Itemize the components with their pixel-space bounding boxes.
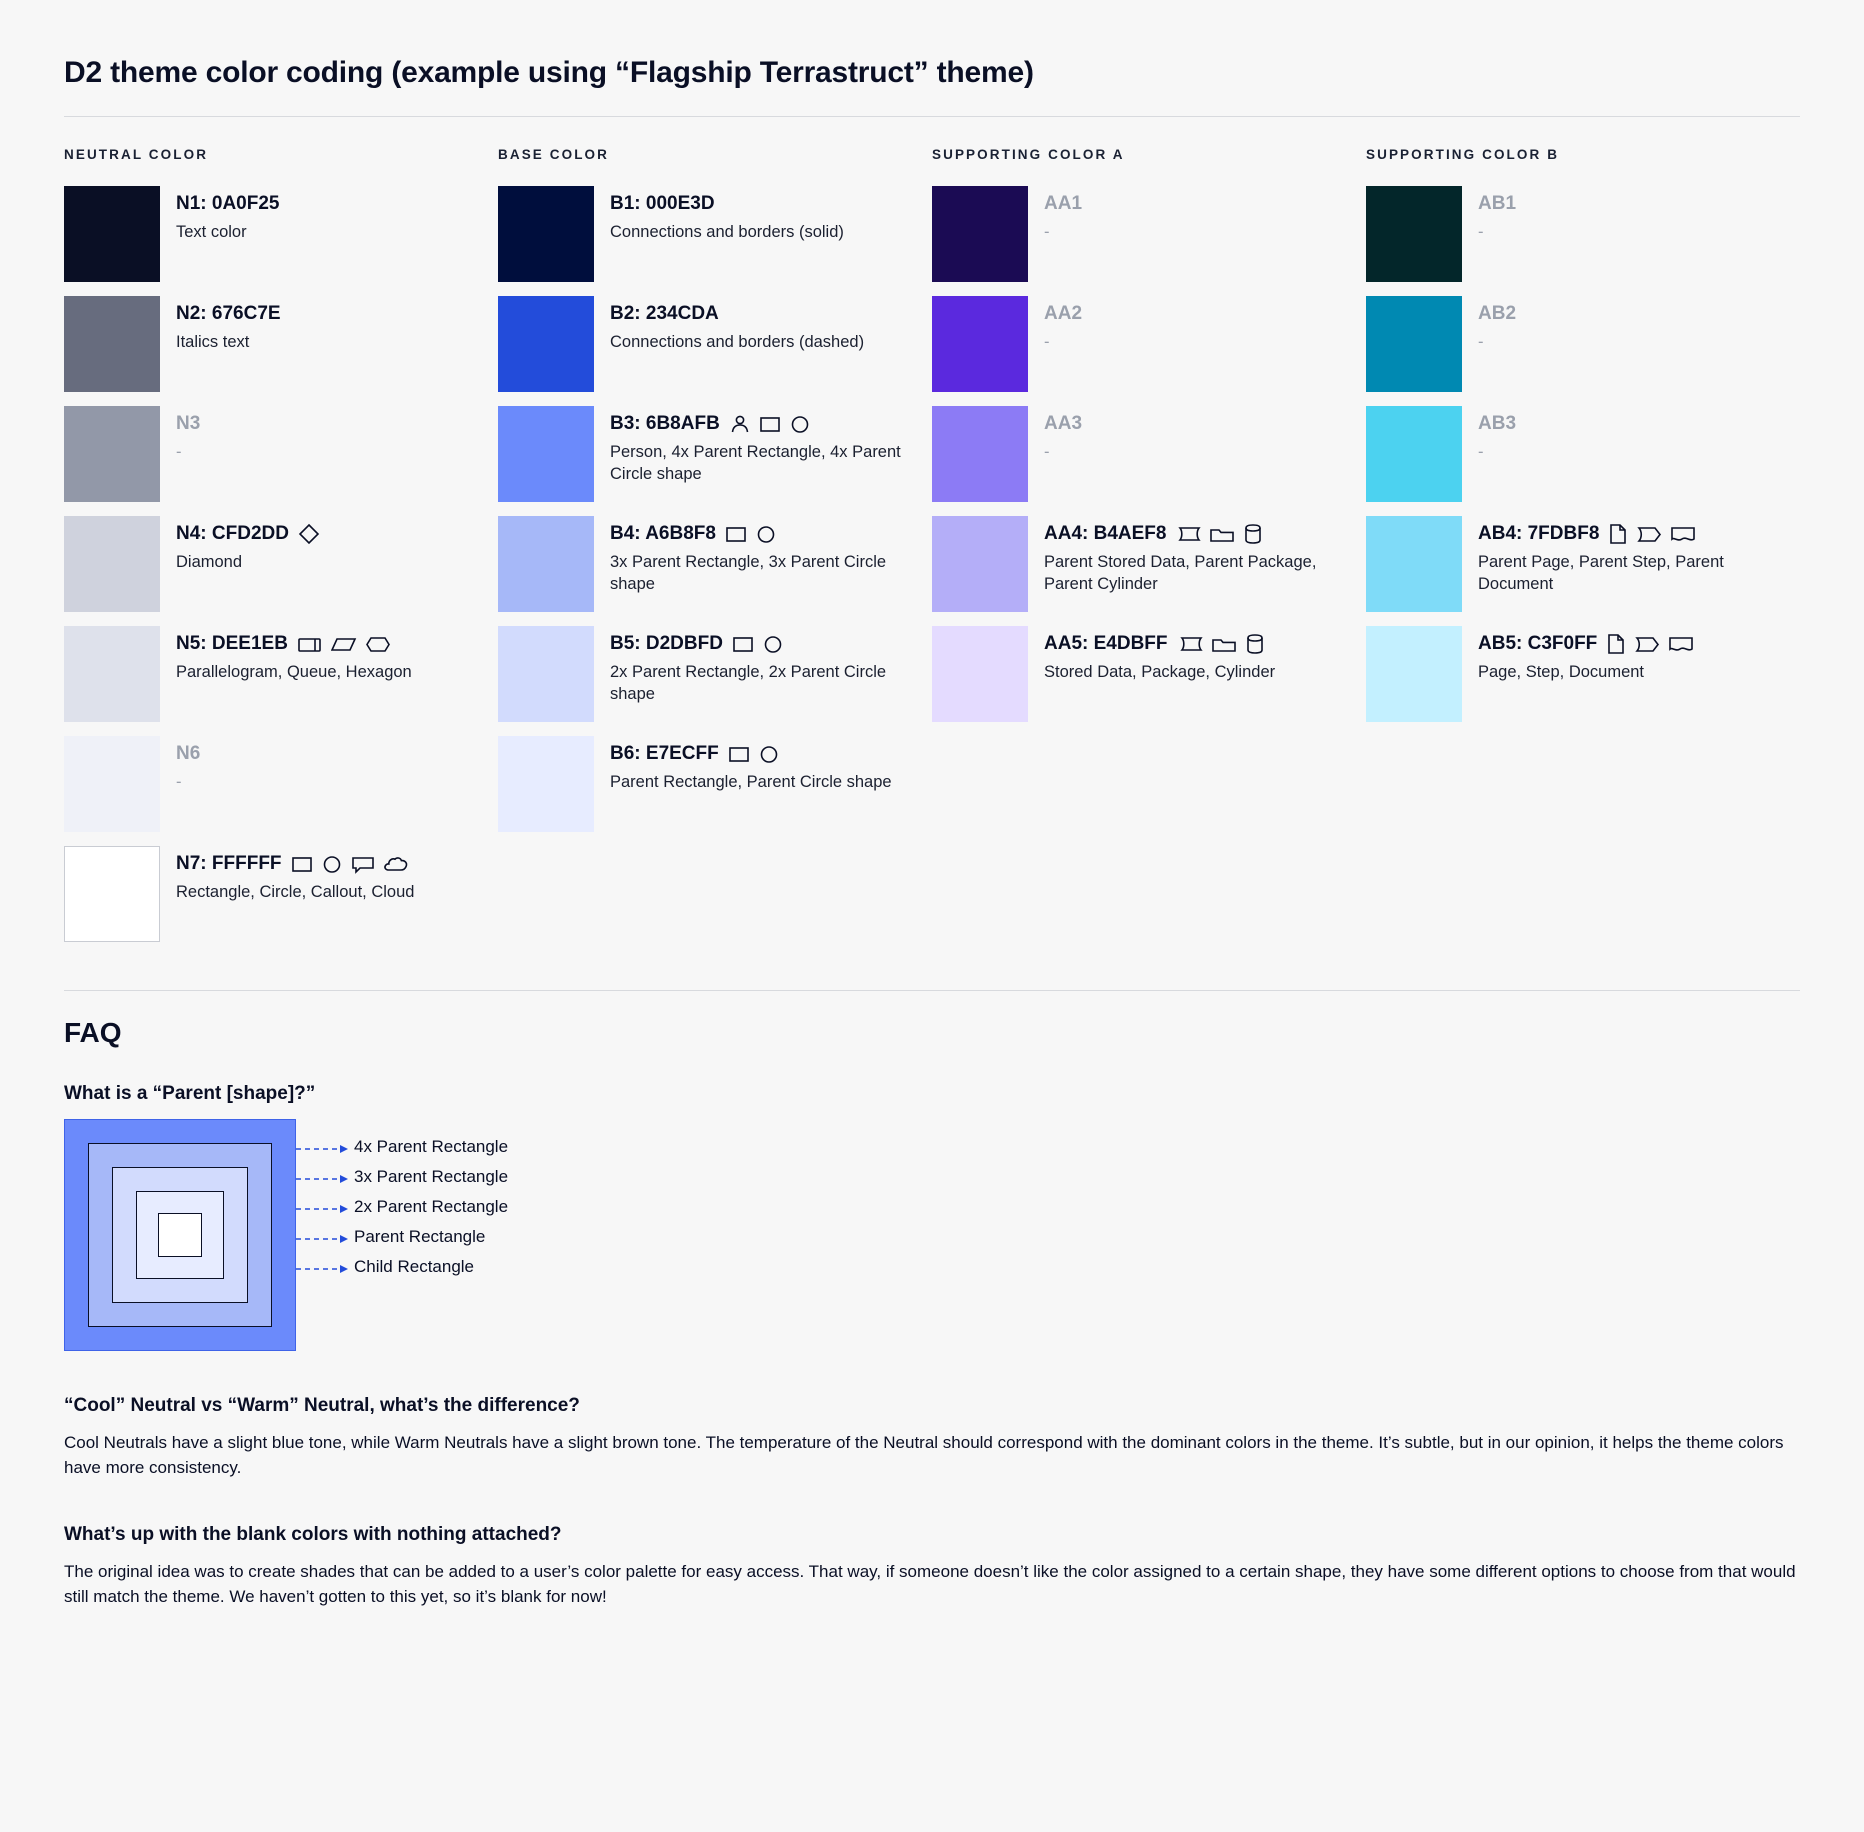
color-swatch-label: B6: E7ECFF: [610, 743, 719, 764]
color-swatch-row: [64, 626, 470, 722]
color-swatch-name: [1044, 523, 1338, 545]
color-column-heading: SUPPORTING COLOR A: [932, 147, 1125, 162]
page-icon: [1606, 633, 1626, 655]
color-swatch-name: [176, 413, 200, 435]
nested-rectangles: [64, 1119, 296, 1351]
color-swatch-row: [498, 516, 904, 612]
color-swatch-body: [176, 626, 412, 684]
shape-icon-group: [1175, 523, 1263, 545]
color-swatch-description: Stored Data, Package, Cylinder: [1044, 663, 1276, 681]
color-swatch-name: [1478, 193, 1516, 215]
circle-icon: [321, 854, 343, 874]
color-swatch-name: [1478, 303, 1516, 325]
document-icon: [1670, 524, 1696, 544]
nest-label: Parent Rectangle: [354, 1227, 486, 1246]
color-swatch-description: -: [1044, 332, 1050, 351]
color-swatch-label: AA5: E4DBFF: [1044, 633, 1168, 655]
nested-rectangle-level-4: [158, 1213, 202, 1257]
color-swatch-description: Parallelogram, Queue, Hexagon: [176, 662, 412, 681]
color-swatch-description: Parent Page, Parent Step, Parent Document: [1478, 553, 1724, 593]
color-swatch-name: [1478, 523, 1772, 545]
color-swatch-label: AB5: C3F0FF: [1478, 633, 1598, 655]
color-swatch-label: B1: 000E3D: [610, 193, 715, 214]
color-swatch: [932, 516, 1028, 612]
circle-icon: [758, 744, 780, 764]
nest-arrow: [296, 1262, 352, 1274]
color-swatch-row: [498, 626, 904, 722]
rectangle-icon: [759, 414, 781, 434]
color-swatch-row: [64, 186, 470, 282]
color-column-heading: NEUTRAL COLOR: [64, 147, 209, 162]
color-swatch: [498, 406, 594, 502]
color-swatch-name: [1044, 413, 1082, 435]
shape-icon-group: [291, 854, 409, 874]
package-icon: [1209, 524, 1235, 544]
page-icon: [1608, 523, 1628, 545]
nest-label: 3x Parent Rectangle: [354, 1167, 509, 1186]
color-swatch: [1366, 296, 1462, 392]
color-column-heading: SUPPORTING COLOR B: [1366, 147, 1560, 162]
color-swatch: [932, 406, 1028, 502]
faq-divider: [64, 990, 1800, 991]
color-swatch-description: Connections and borders (dashed): [610, 332, 865, 351]
color-swatch-description: Rectangle, Circle, Callout, Cloud: [176, 882, 415, 901]
color-swatch-label: B5: D2DBFD: [610, 633, 723, 654]
rectangle-icon: [725, 524, 747, 544]
color-swatch-label: N6: [176, 743, 201, 764]
circle-icon: [755, 524, 777, 544]
color-swatch-description: -: [176, 772, 182, 791]
color-column: [64, 147, 498, 956]
color-swatch: [64, 516, 160, 612]
faq-heading: FAQ: [64, 1017, 122, 1048]
color-swatch-row: [498, 186, 904, 282]
hexagon-icon: [365, 634, 391, 654]
person-icon: [729, 414, 751, 434]
color-swatch-body: [610, 406, 904, 485]
color-swatch-row: [498, 406, 904, 502]
step-icon: [1634, 634, 1660, 654]
color-swatch-body: [1044, 626, 1275, 684]
step-icon: [1636, 524, 1662, 544]
color-swatch-body: [176, 296, 281, 354]
color-swatch-name: [1044, 633, 1275, 655]
color-swatch-row: [1366, 516, 1772, 612]
color-swatch-label: AA1: [1044, 193, 1083, 214]
shape-icon-group: [1606, 633, 1694, 655]
nest-label: 2x Parent Rectangle: [354, 1197, 509, 1216]
color-columns: [64, 147, 1800, 956]
color-swatch-name: [176, 193, 280, 215]
color-swatch-body: [1478, 406, 1516, 464]
color-column: [498, 147, 932, 956]
color-swatch-name: [176, 633, 412, 655]
color-swatch-description: -: [176, 442, 182, 461]
color-swatch-label: N3: [176, 413, 201, 434]
shape-icon-group: [729, 414, 811, 434]
rectangle-icon: [291, 854, 313, 874]
color-swatch-row: [64, 736, 470, 832]
color-swatch: [1366, 626, 1462, 722]
color-swatch-description: Text color: [176, 222, 247, 241]
color-swatch-body: [1044, 296, 1082, 354]
color-column-heading: BASE COLOR: [498, 147, 610, 162]
color-swatch-label: AB3: [1478, 413, 1517, 434]
color-swatch-name: [1044, 193, 1082, 215]
color-swatch-name: [610, 523, 904, 545]
color-swatch-name: [610, 303, 864, 325]
color-swatch-body: [176, 186, 280, 244]
color-swatch-name: [176, 743, 200, 765]
color-swatch: [1366, 516, 1462, 612]
nest-label: Child Rectangle: [354, 1257, 475, 1276]
color-swatch-body: [1478, 626, 1694, 684]
color-swatch-name: [176, 853, 414, 875]
color-swatch-name: [1478, 633, 1694, 655]
color-swatch-label: N1: 0A0F25: [176, 193, 280, 214]
color-swatch-row: [932, 626, 1338, 722]
color-swatch-row: [932, 296, 1338, 392]
color-swatch-row: [498, 296, 904, 392]
color-swatch-description: Diamond: [176, 553, 243, 571]
color-swatch-label: AA3: [1044, 413, 1083, 434]
color-swatch-label: B3: 6B8AFB: [610, 413, 720, 434]
nest-arrow: [296, 1232, 352, 1244]
color-swatch-body: [610, 186, 844, 244]
parent-shape-diagram: [64, 1119, 1800, 1351]
color-swatch: [1366, 186, 1462, 282]
color-swatch: [932, 186, 1028, 282]
color-swatch-body: [176, 516, 320, 574]
color-column: [932, 147, 1366, 956]
stored-data-icon: [1177, 634, 1203, 654]
color-swatch-body: [610, 736, 892, 794]
color-swatch: [64, 296, 160, 392]
page-title: D2 theme color coding (example using “Flagship Terrastruct” theme): [64, 56, 1034, 89]
color-swatch-description: -: [1478, 332, 1484, 351]
color-swatch-body: [1044, 516, 1338, 596]
color-swatch-name: [176, 523, 320, 545]
color-swatch-description: -: [1478, 442, 1484, 461]
nested-rectangle-labels: [296, 1119, 726, 1351]
color-swatch-label: N5: DEE1EB: [176, 633, 288, 654]
color-swatch-description: -: [1044, 222, 1050, 241]
color-swatch: [498, 186, 594, 282]
color-swatch: [498, 296, 594, 392]
color-swatch-name: [1044, 303, 1082, 325]
faq-question-2: “Cool” Neutral vs “Warm” Neutral, what’s the difference?: [64, 1395, 580, 1416]
color-swatch-description: Parent Rectangle, Parent Circle shape: [610, 772, 892, 791]
color-swatch-description: Parent Stored Data, Parent Package, Parent Cylinder: [1044, 553, 1317, 593]
color-swatch: [64, 736, 160, 832]
shape-icon-group: [1608, 523, 1696, 545]
color-swatch-row: [1366, 406, 1772, 502]
color-swatch-description: Connections and borders (solid): [610, 222, 844, 241]
color-swatch-row: [64, 516, 470, 612]
color-swatch: [932, 296, 1028, 392]
color-swatch-label: AA2: [1044, 303, 1083, 324]
cylinder-icon: [1245, 633, 1265, 655]
shape-icon-group: [732, 634, 784, 654]
color-swatch-label: AB2: [1478, 303, 1517, 324]
color-swatch-row: [932, 516, 1338, 612]
color-swatch-body: [1478, 516, 1772, 596]
diamond-icon: [298, 523, 320, 545]
color-swatch-row: [64, 296, 470, 392]
color-swatch-row: [64, 846, 470, 942]
nest-arrow: [296, 1142, 352, 1154]
circle-icon: [789, 414, 811, 434]
color-swatch-name: [610, 743, 892, 765]
shape-icon-group: [728, 744, 780, 764]
color-swatch-row: [932, 186, 1338, 282]
faq-question-3: What’s up with the blank colors with nothing attached?: [64, 1524, 562, 1546]
color-swatch: [498, 626, 594, 722]
shape-icon-group: [725, 524, 777, 544]
color-swatch-row: [932, 406, 1338, 502]
color-swatch-description: Page, Step, Document: [1478, 663, 1645, 681]
circle-icon: [762, 634, 784, 654]
color-swatch-label: N7: FFFFFF: [176, 853, 282, 874]
color-swatch-name: [610, 413, 904, 435]
color-swatch-label: B2: 234CDA: [610, 303, 719, 324]
shape-icon-group: [1177, 633, 1265, 655]
nest-label: 4x Parent Rectangle: [354, 1137, 509, 1156]
document-icon: [1668, 634, 1694, 654]
color-swatch-body: [1478, 186, 1516, 244]
color-swatch-row: [498, 736, 904, 832]
color-swatch-label: B4: A6B8F8: [610, 523, 716, 544]
color-swatch-name: [610, 633, 904, 655]
color-swatch: [64, 846, 160, 942]
cloud-icon: [383, 854, 409, 874]
color-swatch-description: Italics text: [176, 332, 250, 351]
color-swatch-label: AB4: 7FDBF8: [1478, 523, 1600, 545]
color-swatch: [498, 516, 594, 612]
faq-question-1: What is a “Parent [shape]?”: [64, 1083, 316, 1104]
stored-data-icon: [1175, 524, 1201, 544]
rectangle-icon: [728, 744, 750, 764]
faq-answer-3: The original idea was to create shades that can be added to a user’s color palette for easy access. That way, if someone doesn’t like the color assigned to a certain shape, they have some different options to choose from that would still match the theme. We haven’t gotten to this yet, so it’s blank for now!: [64, 1562, 1796, 1606]
color-swatch-row: [1366, 186, 1772, 282]
color-swatch-description: Person, 4x Parent Rectangle, 4x Parent Circle shape: [610, 442, 901, 483]
color-swatch-name: [610, 193, 844, 215]
parallelogram-icon: [331, 634, 357, 654]
faq-answer-2: Cool Neutrals have a slight blue tone, while Warm Neutrals have a slight brown tone. The temperature of the Neutral should correspond with the dominant colors in the theme. It’s subtle, but in our opinion, it helps the theme colors have more consistency.: [64, 1433, 1784, 1477]
shape-icon-group: [297, 634, 391, 654]
color-swatch-body: [176, 846, 414, 904]
color-swatch-description: -: [1478, 222, 1484, 241]
color-swatch-row: [1366, 626, 1772, 722]
color-swatch-body: [610, 626, 904, 705]
color-swatch: [498, 736, 594, 832]
color-swatch: [64, 186, 160, 282]
color-swatch-row: [1366, 296, 1772, 392]
color-swatch-description: -: [1044, 442, 1050, 461]
nest-arrow: [296, 1202, 352, 1214]
color-swatch: [64, 406, 160, 502]
color-swatch-body: [1044, 406, 1082, 464]
color-swatch: [932, 626, 1028, 722]
package-icon: [1211, 634, 1237, 654]
color-swatch-body: [176, 406, 200, 464]
color-swatch-name: [1478, 413, 1516, 435]
title-divider: [64, 116, 1800, 117]
color-swatch-row: [64, 406, 470, 502]
color-column: [1366, 147, 1800, 956]
rectangle-icon: [732, 634, 754, 654]
color-swatch-body: [176, 736, 200, 794]
color-swatch: [64, 626, 160, 722]
color-swatch-label: AB1: [1478, 193, 1517, 214]
nest-arrow: [296, 1172, 352, 1184]
color-swatch-body: [610, 296, 864, 354]
cylinder-icon: [1243, 523, 1263, 545]
color-swatch-name: [176, 303, 281, 325]
callout-icon: [351, 854, 375, 874]
color-swatch-body: [1044, 186, 1082, 244]
color-swatch-label: N2: 676C7E: [176, 303, 281, 324]
color-swatch: [1366, 406, 1462, 502]
color-swatch-body: [1478, 296, 1516, 354]
color-swatch-description: 2x Parent Rectangle, 2x Parent Circle shape: [610, 662, 887, 703]
color-swatch-label: AA4: B4AEF8: [1044, 523, 1167, 545]
color-swatch-label: N4: CFD2DD: [176, 523, 289, 545]
queue-icon: [297, 634, 323, 654]
shape-icon-group: [298, 523, 320, 545]
color-swatch-description: 3x Parent Rectangle, 3x Parent Circle shape: [610, 552, 887, 593]
color-swatch-body: [610, 516, 904, 595]
